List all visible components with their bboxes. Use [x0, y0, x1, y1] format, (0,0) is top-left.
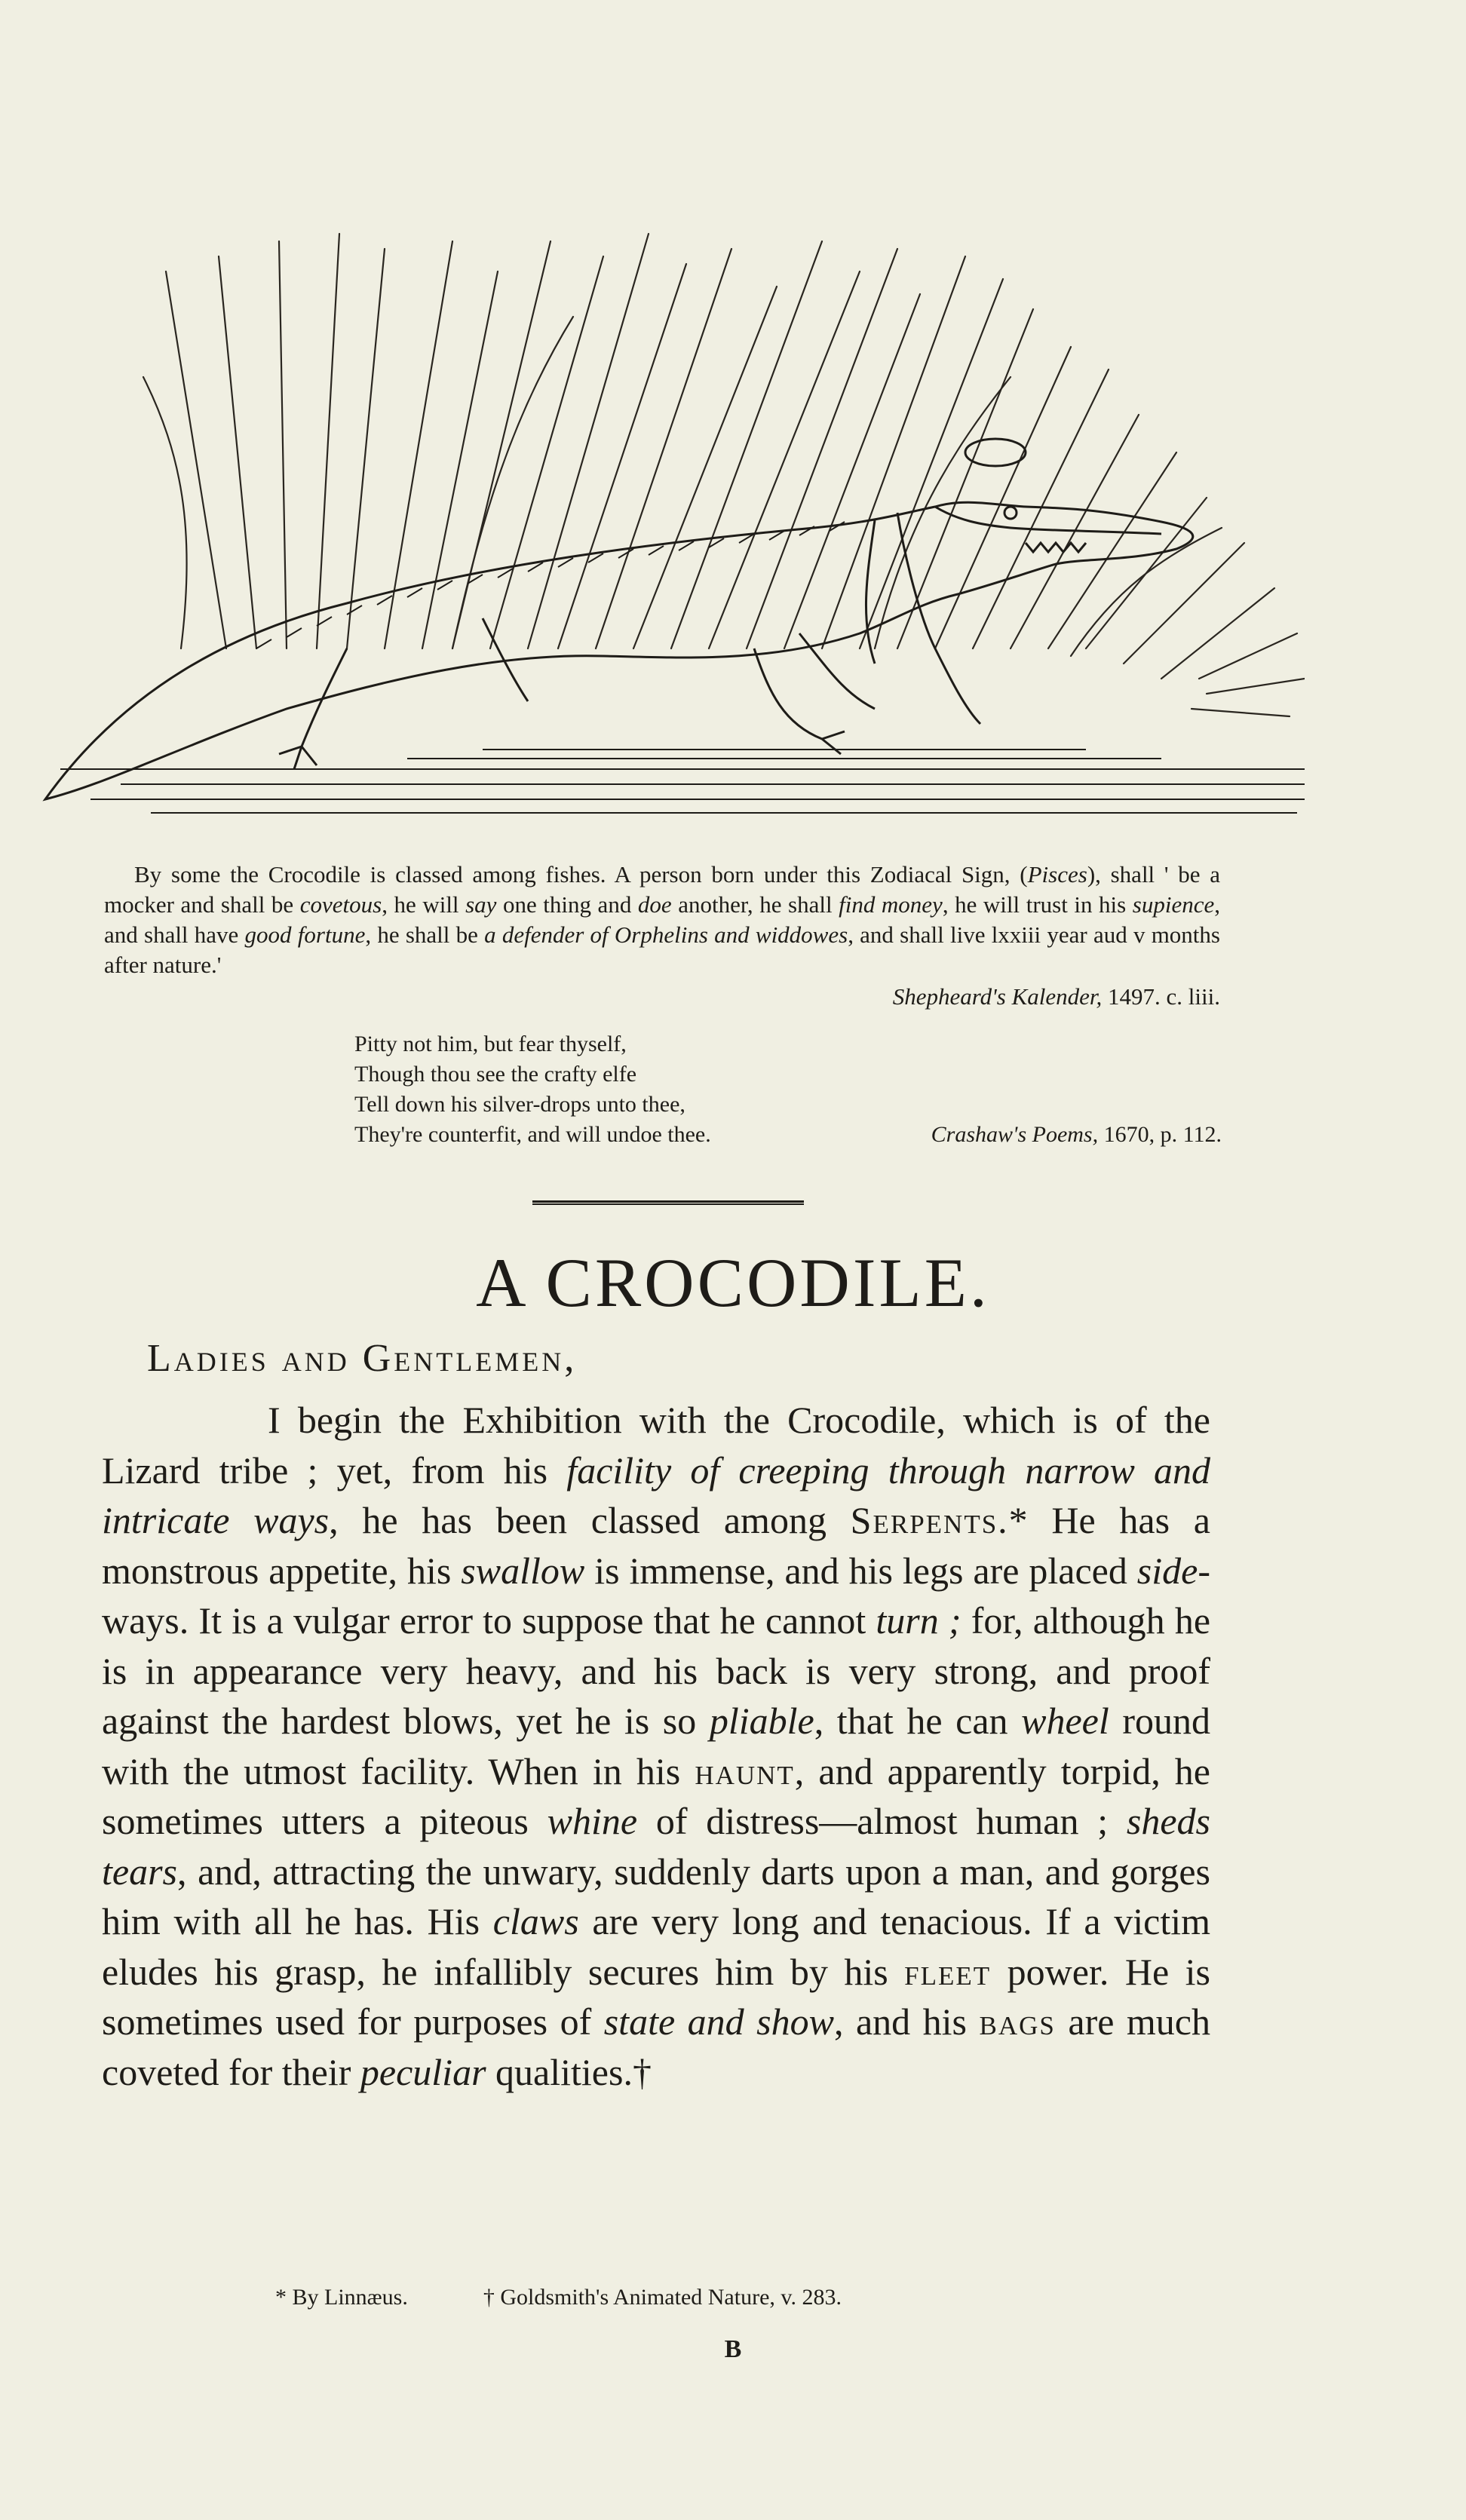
poem-line-last	[354, 1120, 1222, 1150]
body-text	[102, 1395, 1210, 2097]
poem-line: They're counterfit, and will undoe thee.	[354, 1122, 711, 1147]
caption-source: Shepheard's Kalender, 1497. c. liii.	[892, 983, 1220, 1010]
body-paragraph: I begin the Exhibition with the Crocodile, which is of the Lizard tribe ; yet, from his facility of creeping through narrow and intricate ways, he has been classed among Serpents.* He has a monstrous appetite, his swallow is immense, and his legs are placed side-ways. It is a vulgar error to suppose that he cannot turn ; for, although he is in appearance very heavy, and his back is very strong, and proof against the hardest blows, yet he is so pliable, that he can wheel round with the utmost facility. When in his haunt, and apparently torpid, he sometimes utters a piteous whine of distress—almost human ; sheds tears, and, attracting the unwary, suddenly darts upon a man, and gorges him with all he has. His claws are very long and tenacious. If a victim eludes his grasp, he infallibly secures him by his fleet power. He is sometimes used for purposes of state and show, and his bags are much coveted for their peculiar qualities.†	[102, 1399, 1211, 2093]
page-title: A CROCODILE.	[476, 1244, 990, 1321]
footnotes	[275, 2285, 1029, 2310]
footnote: † Goldsmith's Animated Nature, v. 283.	[483, 2285, 842, 2310]
poem-line: Pitty not him, but fear thyself,	[354, 1032, 627, 1056]
salutation: Ladies and Gentlemen,	[147, 1337, 578, 1380]
caption-paragraph: By some the Crocodile is classed among fishes. A person born under this Zodiacal Sign, (Pisces), shall ' be a mocker and shall be covetous, he will say one thing and doe another, he shall find money, he will trust in his supience, and shall have good fortune, he shall be a defender of Orphelins and widdowes, and shall live lxxiii year aud v months after nature.'	[104, 861, 1220, 978]
poem-line: Though thou see the crafty elfe	[354, 1062, 637, 1087]
poem	[354, 1029, 1222, 1150]
engraving-caption	[104, 860, 1220, 1012]
poem-line: Tell down his silver-drops unto thee,	[354, 1092, 685, 1117]
section-rule	[532, 1200, 804, 1205]
signature-mark: B	[724, 2335, 742, 2363]
poem-source: Crashaw's Poems, 1670, p. 112.	[931, 1122, 1222, 1147]
footnote: * By Linnæus.	[275, 2285, 408, 2310]
crocodile-engraving	[30, 226, 1305, 829]
